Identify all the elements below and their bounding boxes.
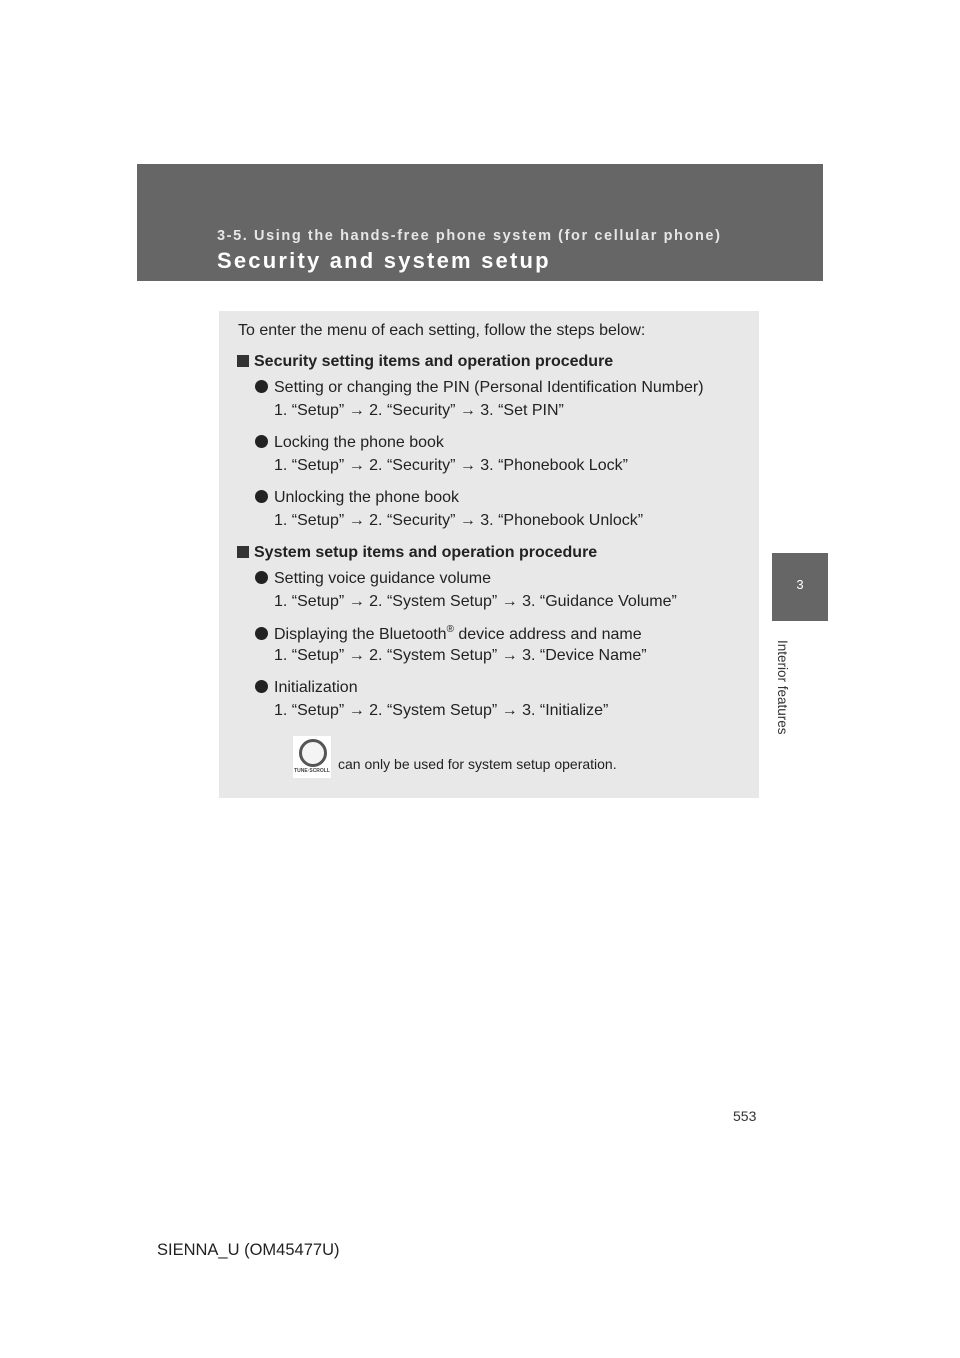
list-item [255,624,647,665]
chapter-label: Interior features [775,640,790,735]
chapter-header [137,164,823,281]
bullet-icon [255,435,268,448]
knob-ring [299,739,327,767]
bullet-icon [255,380,268,393]
item-steps: 1. “Setup” → 2. “System Setup” → 3. “Guidance Volume” [274,593,677,610]
system-heading-text: System setup items and operation procedure [254,544,598,561]
item-title-post: device address and name [453,626,642,643]
item-steps: 1. “Setup” → 2. “Security” → 3. “Phonebook Unlock” [274,512,644,529]
square-bullet-icon [237,355,249,367]
chapter-tab [772,553,828,621]
item-title: Initialization [274,679,358,696]
square-bullet-icon [237,546,249,558]
note-text: can only be used for system setup operation. [338,756,617,772]
bullet-icon [255,680,268,693]
tune-scroll-knob-icon [293,736,331,778]
bullet-icon [255,627,268,640]
item-title: Locking the phone book [274,434,444,451]
security-heading-text: Security setting items and operation procedure [254,353,614,370]
page-number: 553 [733,1108,757,1124]
list-item [255,489,643,530]
registered-mark: ® [446,624,454,635]
item-steps: 1. “Setup” → 2. “Security” → 3. “Set PIN” [274,402,564,419]
item-title: Unlocking the phone book [274,489,460,506]
document-code: SIENNA_U (OM45477U) [157,1241,340,1259]
knob-caption: TUNE·SCROLL [294,768,330,774]
intro-text: To enter the menu of each setting, follow the steps below: [238,322,646,339]
item-steps: 1. “Setup” → 2. “Security” → 3. “Phonebook Lock” [274,457,628,474]
bullet-icon [255,490,268,503]
item-title: Setting or changing the PIN (Personal Identification Number) [274,379,704,396]
item-steps: 1. “Setup” → 2. “System Setup” → 3. “Initialize” [274,702,609,719]
item-steps: 1. “Setup” → 2. “System Setup” → 3. “Device Name” [274,647,647,664]
list-item [255,434,628,475]
security-heading [237,353,613,371]
item-title-pre: Displaying the Bluetooth [274,626,447,643]
list-item [255,570,677,611]
page-title: Security and system setup [217,248,551,273]
system-heading [237,544,597,562]
list-item [255,379,704,420]
section-label: 3-5. Using the hands-free phone system (for cellular phone) [217,228,722,244]
chapter-number: 3 [796,577,804,592]
procedure-box [219,311,759,798]
bullet-icon [255,571,268,584]
list-item [255,679,608,720]
item-title: Setting voice guidance volume [274,570,492,587]
